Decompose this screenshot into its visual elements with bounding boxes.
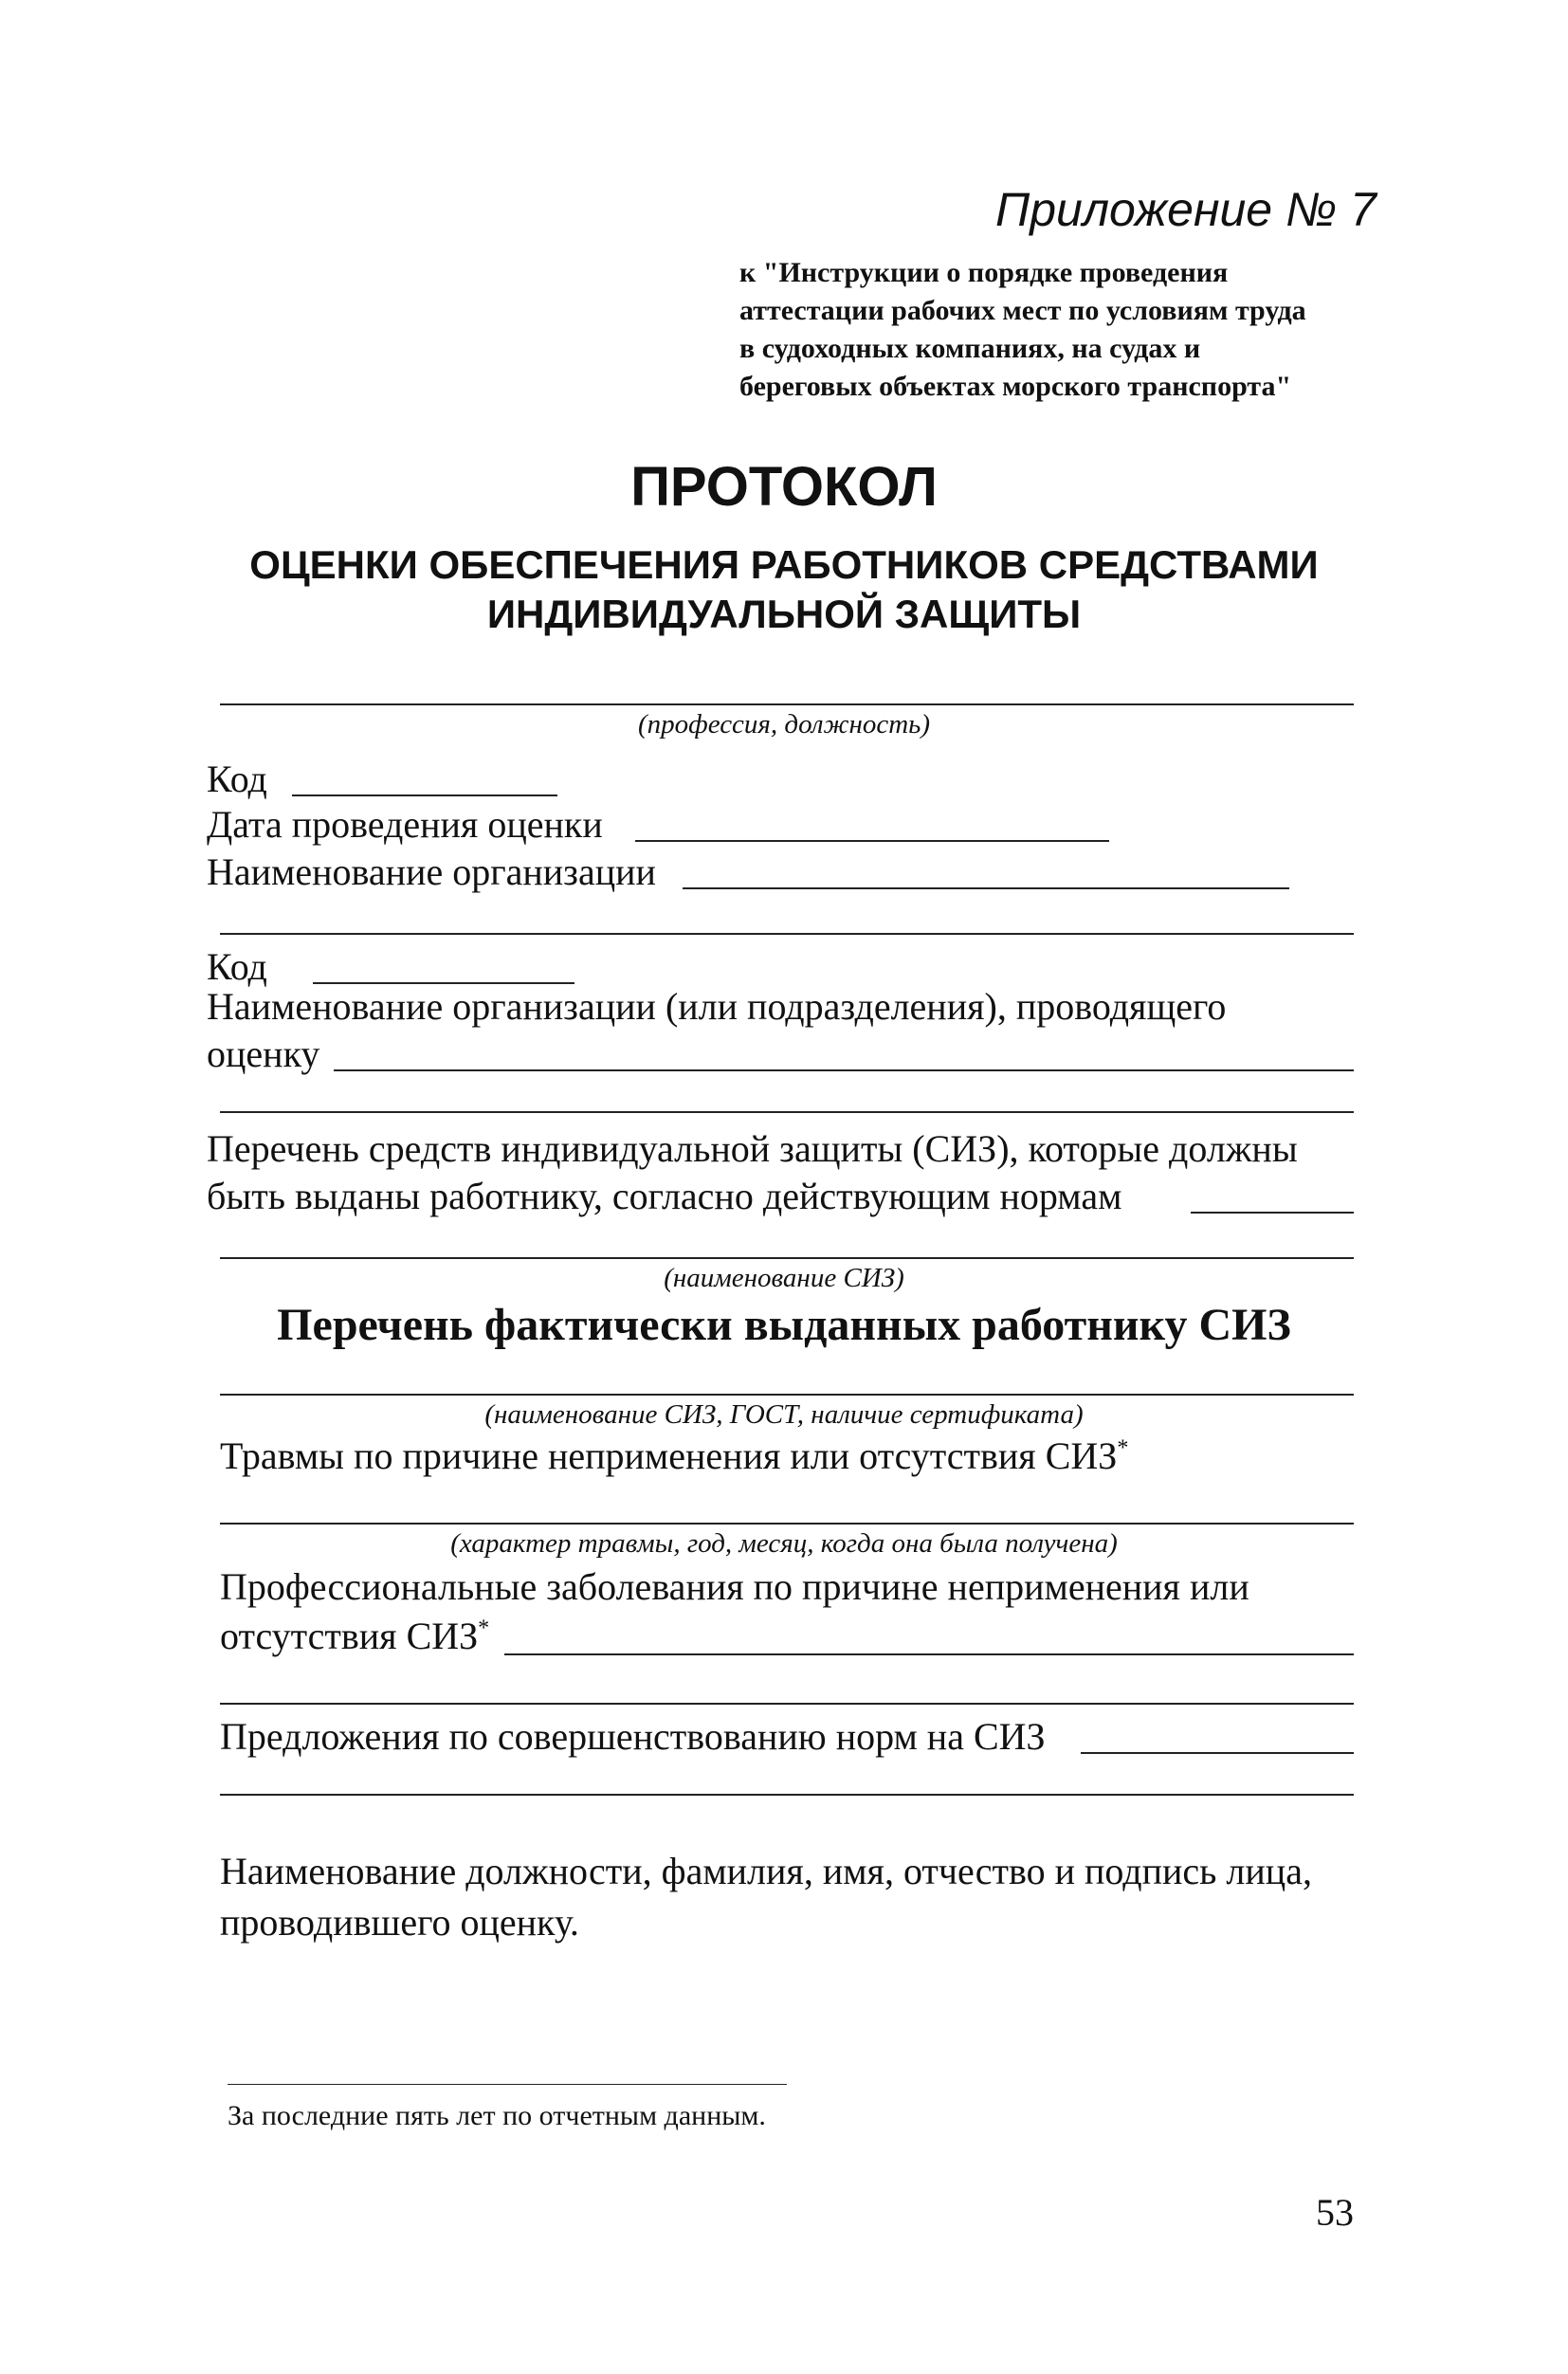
- ppe-name-caption: (наименование СИЗ): [664, 1263, 904, 1293]
- diseases-field[interactable]: [504, 1653, 1354, 1655]
- footnote-text: За последние пять лет по отчетным данным.: [228, 2100, 766, 2131]
- footnote-divider: [228, 2084, 787, 2085]
- protocol-title: ПРОТОКОЛ: [630, 456, 938, 518]
- actual-ppe-heading: Перечень фактически выданных работнику СИЗ: [277, 1300, 1291, 1350]
- actual-ppe-line[interactable]: [220, 1394, 1354, 1396]
- conducting-org-line-2[interactable]: [220, 1111, 1354, 1113]
- org-name-field[interactable]: [683, 887, 1289, 889]
- diseases-line-2[interactable]: [220, 1703, 1354, 1705]
- signature-label-1: Наименование должности, фамилия, имя, отчество и подпись лица,: [220, 1850, 1312, 1892]
- instruction-line-1: к "Инструкции о порядке проведения: [739, 257, 1229, 288]
- ppe-list-label-1: Перечень средств индивидуальной защиты (СИЗ), которые должны: [207, 1127, 1298, 1170]
- code-field-1[interactable]: [292, 794, 557, 796]
- diseases-label-2: отсутствия СИЗ*: [220, 1615, 490, 1657]
- footnote-mark-2: *: [478, 1616, 490, 1641]
- footnote-mark: *: [1117, 1435, 1129, 1461]
- injuries-caption: (характер травмы, год, месяц, когда она была получена): [450, 1528, 1118, 1559]
- profession-line: [220, 703, 1354, 705]
- conducting-org-field[interactable]: [334, 1069, 1354, 1071]
- proposals-line-2[interactable]: [220, 1794, 1354, 1796]
- org-name-label: Наименование организации: [207, 850, 656, 893]
- instruction-line-3: в судоходных компаниях, на судах и: [739, 333, 1201, 364]
- date-field[interactable]: [635, 840, 1109, 842]
- profession-caption: (профессия, должность): [637, 709, 931, 740]
- ppe-list-field[interactable]: [1191, 1212, 1354, 1214]
- instruction-line-2: аттестации рабочих мест по условиям труда: [739, 295, 1306, 326]
- proposals-label: Предложения по совершенствованию норм на СИЗ: [220, 1715, 1046, 1758]
- subtitle-line-1: ОЦЕНКИ ОБЕСПЕЧЕНИЯ РАБОТНИКОВ СРЕДСТВАМИ: [249, 542, 1319, 587]
- subtitle-line-2: ИНДИВИДУАЛЬНОЙ ЗАЩИТЫ: [486, 592, 1082, 636]
- injuries-line[interactable]: [220, 1523, 1354, 1525]
- injuries-label: Травмы по причине неприменения или отсутствия СИЗ*: [220, 1434, 1129, 1477]
- diseases-label-1: Профессиональные заболевания по причине неприменения или: [220, 1565, 1249, 1608]
- conducting-org-label-1: Наименование организации (или подразделения), проводящего: [207, 985, 1227, 1028]
- proposals-field[interactable]: [1081, 1752, 1354, 1754]
- actual-ppe-caption: (наименование СИЗ, ГОСТ, наличие сертификата): [484, 1399, 1084, 1430]
- signature-label-2: проводившего оценку.: [220, 1901, 579, 1944]
- code-label-2: Код: [207, 945, 267, 988]
- ppe-name-line[interactable]: [220, 1257, 1354, 1259]
- appendix-title: Приложение № 7: [995, 183, 1377, 236]
- date-label: Дата проведения оценки: [207, 803, 603, 846]
- ppe-list-label-2: быть выданы работнику, согласно действующим нормам: [207, 1175, 1122, 1217]
- conducting-org-label-2: оценку: [207, 1032, 320, 1075]
- code-label-1: Код: [207, 758, 267, 800]
- page-number: 53: [1316, 2191, 1354, 2234]
- org-name-line-2[interactable]: [220, 933, 1354, 935]
- instruction-line-4: береговых объектах морского транспорта": [739, 371, 1292, 402]
